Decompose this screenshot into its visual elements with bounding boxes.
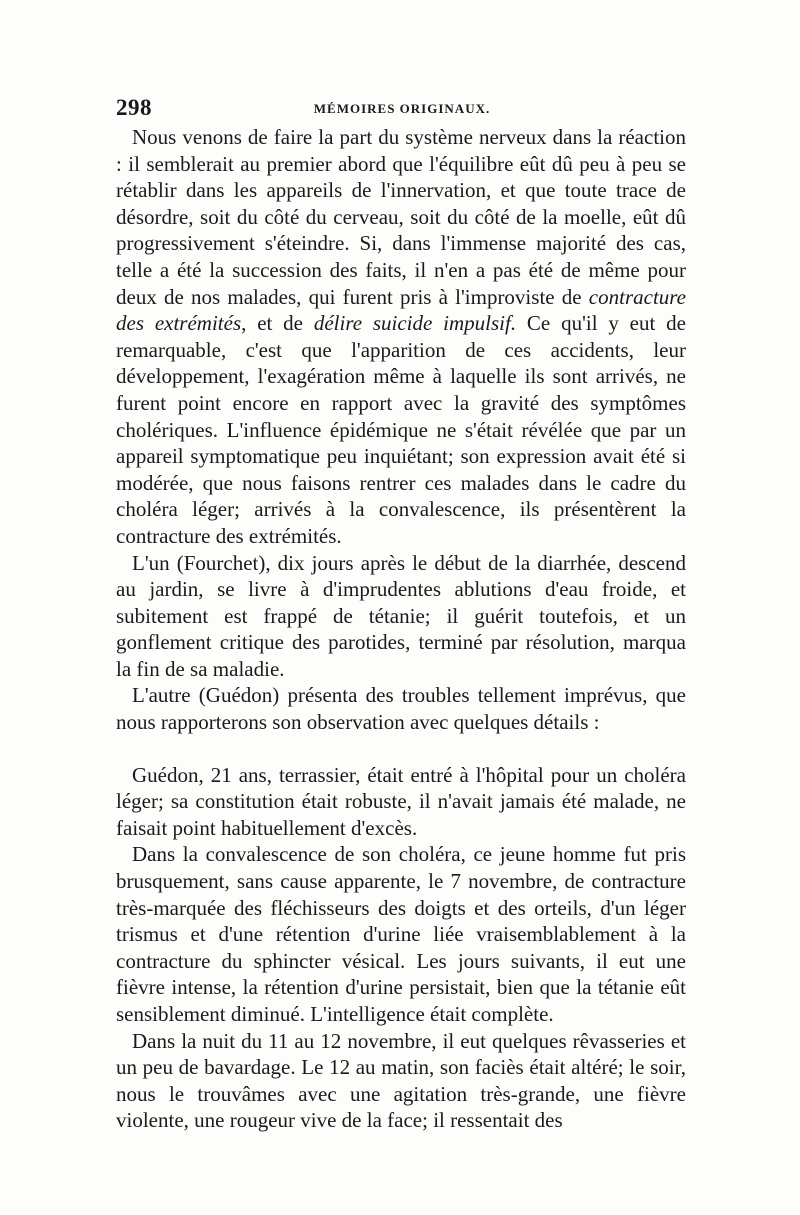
paragraph-convalescence: Dans la convalescence de son choléra, ce jeune homme fut pris brusquement, sans cause apparente, le 7 novembre, de contracture très-marquée des fléchisseurs des doigts et des orteils, d'un léger trismus et d'une rétention d'urine liée vraisemblablement à la contracture du sphincter vésical. Les jours suivants, il eut une fièvre intense, la rétention d'urine persistait, bien que la tétanie eût sensiblement diminué. L'intelligence était complète. xyxy=(116,842,686,1026)
italic-term-delire: délire suicide impulsif. xyxy=(313,311,517,336)
italic-term-contracture: contracture des extrémités xyxy=(116,284,686,336)
section-spacer xyxy=(116,736,686,762)
running-title: MÉMOIRES ORIGINAUX. xyxy=(313,101,491,116)
paragraph-text: Ce qu'il y eut de remarquable, c'est que l'apparition de ces accidents, leur développement, l'exagération même à laquelle ils sont arrivés, ne furent point encore en rapport avec la gravité des symptômes cholériques. L'influence épidémique ne s'était révélée que par un appareil symptomatique peu inquiétant; son expression avait été si modérée, que nous faisons rentrer ces malades dans le cadre du choléra léger; arrivés à la convalescence, ils présentèrent la contracture des extrémités. xyxy=(116,311,686,548)
paragraph-nervous-system xyxy=(116,124,686,550)
paragraph-night-11-12: Dans la nuit du 11 au 12 novembre, il eut quelques rêvasseries et un peu de bavardage. Le 12 au matin, son faciès était altéré; le soir, nous le trouvâmes avec une agitation très-grande, une fièvre violente, une rougeur vive de la face; il ressentait des xyxy=(116,1028,686,1133)
running-head xyxy=(116,95,688,125)
paragraph-text: , et de xyxy=(241,311,314,336)
paragraph-text: Nous venons de faire la part du système nerveux dans la réaction : il semblerait au premier abord que l'équilibre eût dû peu à peu se rétablir dans les appareils de l'innervation, et que toute trace de désordre, soit du côté du cerveau, soit du côté de la moelle, eût dû progressivement s'éteindre. Si, dans l'immense majorité des cas, telle a été la succession des faits, il n'en a pas été de même pour deux de nos malades, qui furent pris à l'improviste de xyxy=(116,125,686,309)
paragraph-observation-intro: Guédon, 21 ans, terrassier, était entré à l'hôpital pour un choléra léger; sa constitution était robuste, il n'avait jamais été malade, ne faisait point habituellement d'excès. xyxy=(116,762,686,840)
page-number: 298 xyxy=(116,95,152,120)
paragraph-fourchet: L'un (Fourchet), dix jours après le début de la diarrhée, descend au jardin, se livre à d'imprudentes ablutions d'eau froide, et subitement est frappé de tétanie; il guérit toutefois, et un gonflement critique des parotides, terminé par résolution, marqua la fin de sa maladie. xyxy=(116,550,686,681)
paragraph-guedon-intro: L'autre (Guédon) présenta des troubles tellement imprévus, que nous rapporterons son observation avec quelques détails : xyxy=(116,683,686,735)
body-text xyxy=(116,124,686,1134)
